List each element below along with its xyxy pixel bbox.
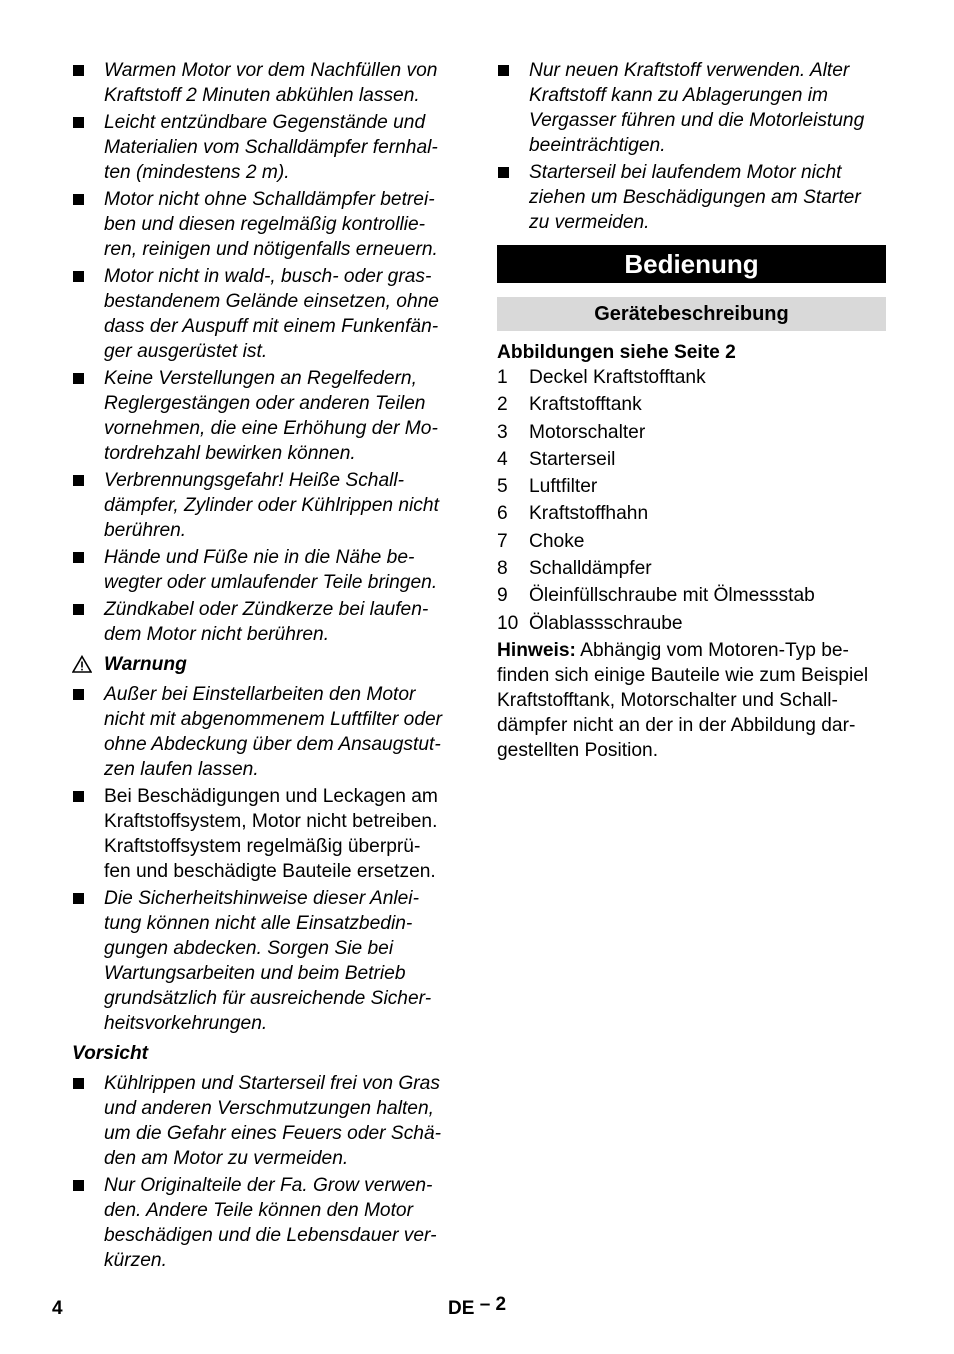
footer-lang	[448, 1294, 507, 1320]
list-item-text: Außer bei Einstellarbeiten den Motor nicht mit abgenommenem Luftfilter oder ohne Abdeckung über dem Ansaugstut- zen laufen lassen.	[104, 684, 443, 780]
note-text: Abhängig vom Motoren-Typ be- finden sich einige Bauteile wie zum Beispiel Kraftstofftank, Motorschalter und Schall- dämpfer nicht an der in der Abbildung dar- gestellten Position.	[497, 639, 869, 761]
square-bullet-icon	[73, 893, 84, 904]
list-item-text: Nur Originalteile der Fa. Grow verwen- den. Andere Teile können den Motor beschädigen und die Lebensdauer ver- kürzen.	[104, 1175, 437, 1271]
subsection-heading: Gerätebeschreibung	[497, 297, 886, 331]
list-item	[72, 468, 464, 543]
part-label: Luftfilter	[529, 476, 598, 498]
part-label: Schalldämpfer	[529, 558, 652, 580]
part-number: 8	[497, 558, 508, 580]
part-number: 3	[497, 421, 508, 443]
list-item	[72, 1173, 464, 1273]
list-item	[72, 886, 464, 1036]
part-label: Ölablassschraube	[529, 612, 683, 634]
part-item	[497, 611, 886, 636]
list-item	[497, 58, 886, 158]
part-number: 9	[497, 585, 508, 607]
square-bullet-icon	[73, 689, 84, 700]
caution-list	[72, 1071, 464, 1273]
part-number: 6	[497, 503, 508, 525]
square-bullet-icon	[498, 65, 509, 76]
square-bullet-icon	[73, 552, 84, 563]
caution-heading: Vorsicht	[72, 1043, 149, 1064]
part-number: 1	[497, 367, 508, 388]
footer-page-suffix: – 2	[479, 1294, 507, 1315]
left-column	[72, 58, 464, 1275]
warning-triangle-icon	[72, 655, 92, 673]
square-bullet-icon	[73, 65, 84, 76]
part-label: Kraftstofftank	[529, 394, 642, 416]
square-bullet-icon	[73, 373, 84, 384]
list-item	[72, 264, 464, 364]
list-item-text: Hände und Füße nie in die Nähe be- wegter oder umlaufender Teile bringen.	[104, 547, 438, 593]
warning-label: Warnung	[104, 654, 187, 675]
note-label: Hinweis:	[497, 639, 576, 661]
list-item	[72, 110, 464, 185]
list-item	[497, 160, 886, 235]
part-item	[497, 501, 886, 526]
list-item	[72, 682, 464, 782]
list-item	[72, 784, 464, 884]
square-bullet-icon	[73, 475, 84, 486]
part-number: 7	[497, 530, 508, 552]
list-item-text: Keine Verstellungen an Regelfedern, Reglergestängen oder anderen Teilen vornehmen, die eine Erhöhung der Mo- tordrehzahl bewirken können.	[104, 368, 438, 464]
square-bullet-icon	[73, 604, 84, 615]
list-item	[72, 58, 464, 108]
square-bullet-icon	[73, 117, 84, 128]
part-item	[497, 583, 886, 608]
part-number: 5	[497, 476, 508, 498]
warning-list	[72, 682, 464, 1036]
list-item	[72, 1071, 464, 1171]
square-bullet-icon	[73, 791, 84, 802]
list-item-text: Leicht entzündbare Gegenstände und Materialien vom Schalldämpfer fernhal- ten (mindestens 2 m).	[104, 112, 438, 183]
list-item	[72, 597, 464, 647]
part-number: 4	[497, 448, 508, 470]
list-item-text: Kühlrippen und Starterseil frei von Gras und anderen Verschmutzungen halten, um die Gefahr eines Feuers oder Schä- den am Motor zu vermeiden.	[104, 1073, 442, 1169]
square-bullet-icon	[73, 1078, 84, 1089]
note-paragraph	[497, 638, 886, 763]
list-item-text: Warmen Motor vor dem Nachfüllen von Kraftstoff 2 Minuten abkühlen lassen.	[104, 60, 438, 106]
figure-reference: Abbildungen siehe Seite 2	[497, 342, 736, 363]
square-bullet-icon	[498, 167, 509, 178]
part-label: Motorschalter	[529, 421, 646, 443]
list-item	[72, 545, 464, 595]
part-item	[497, 447, 886, 472]
section-heading: Bedienung	[497, 245, 886, 283]
part-number: 10	[497, 612, 519, 634]
list-item-text: Die Sicherheitshinweise dieser Anlei- tung können nicht alle Einsatzbedin- gungen abdecken. Sorgen Sie bei Wartungsarbeiten und beim Betrieb grundsätzlich für ausreichende Sicher- heitsvorkehrungen.	[104, 888, 432, 1034]
part-item	[497, 420, 886, 445]
part-label: Öleinfüllschraube mit Ölmessstab	[529, 585, 815, 607]
list-item-text: Verbrennungsgefahr! Heiße Schall- dämpfer, Zylinder oder Kühlrippen nicht berühren.	[104, 470, 439, 541]
square-bullet-icon	[73, 1180, 84, 1191]
part-label: Choke	[529, 530, 585, 552]
part-number: 2	[497, 394, 508, 416]
page-number: 4	[52, 1298, 63, 1319]
fuel-list	[497, 58, 886, 235]
list-item-text: Nur neuen Kraftstoff verwenden. Alter Kraftstoff kann zu Ablagerungen im Vergasser führen und die Motorleistung beeinträchtigen.	[529, 60, 865, 156]
list-item-text: Starterseil bei laufendem Motor nicht ziehen um Beschädigungen am Starter zu vermeiden.	[529, 162, 861, 233]
parts-list	[497, 365, 886, 636]
part-item	[497, 392, 886, 417]
list-item-text: Zündkabel oder Zündkerze bei laufen- dem Motor nicht berühren.	[104, 599, 429, 645]
list-item	[72, 366, 464, 466]
list-item	[72, 187, 464, 262]
right-column	[497, 58, 886, 763]
square-bullet-icon	[73, 194, 84, 205]
list-item-text: Bei Beschädigungen und Leckagen am Kraftstoffsystem, Motor nicht betreiben. Kraftstoffsystem regelmäßig überprü- fen und beschädigte Bauteile ersetzen.	[104, 786, 438, 882]
part-item	[497, 365, 886, 390]
part-label: Starterseil	[529, 448, 616, 470]
part-item	[497, 529, 886, 554]
square-bullet-icon	[73, 271, 84, 282]
part-label: Kraftstoffhahn	[529, 503, 649, 525]
part-item	[497, 474, 886, 499]
footer-lang-code: DE	[448, 1298, 475, 1319]
warning-heading	[72, 652, 464, 677]
list-item-text: Motor nicht in wald-, busch- oder gras- bestandenem Gelände einsetzen, ohne dass der Auspuff mit einem Funkenfän- ger ausgerüstet ist.	[104, 266, 439, 362]
list-item-text: Motor nicht ohne Schalldämpfer betrei- ben und diesen regelmäßig kontrollie- ren, reinigen und nötigenfalls erneuern.	[104, 189, 438, 260]
part-label: Deckel Kraftstofftank	[529, 367, 706, 388]
part-item	[497, 556, 886, 581]
safety-list	[72, 58, 464, 647]
